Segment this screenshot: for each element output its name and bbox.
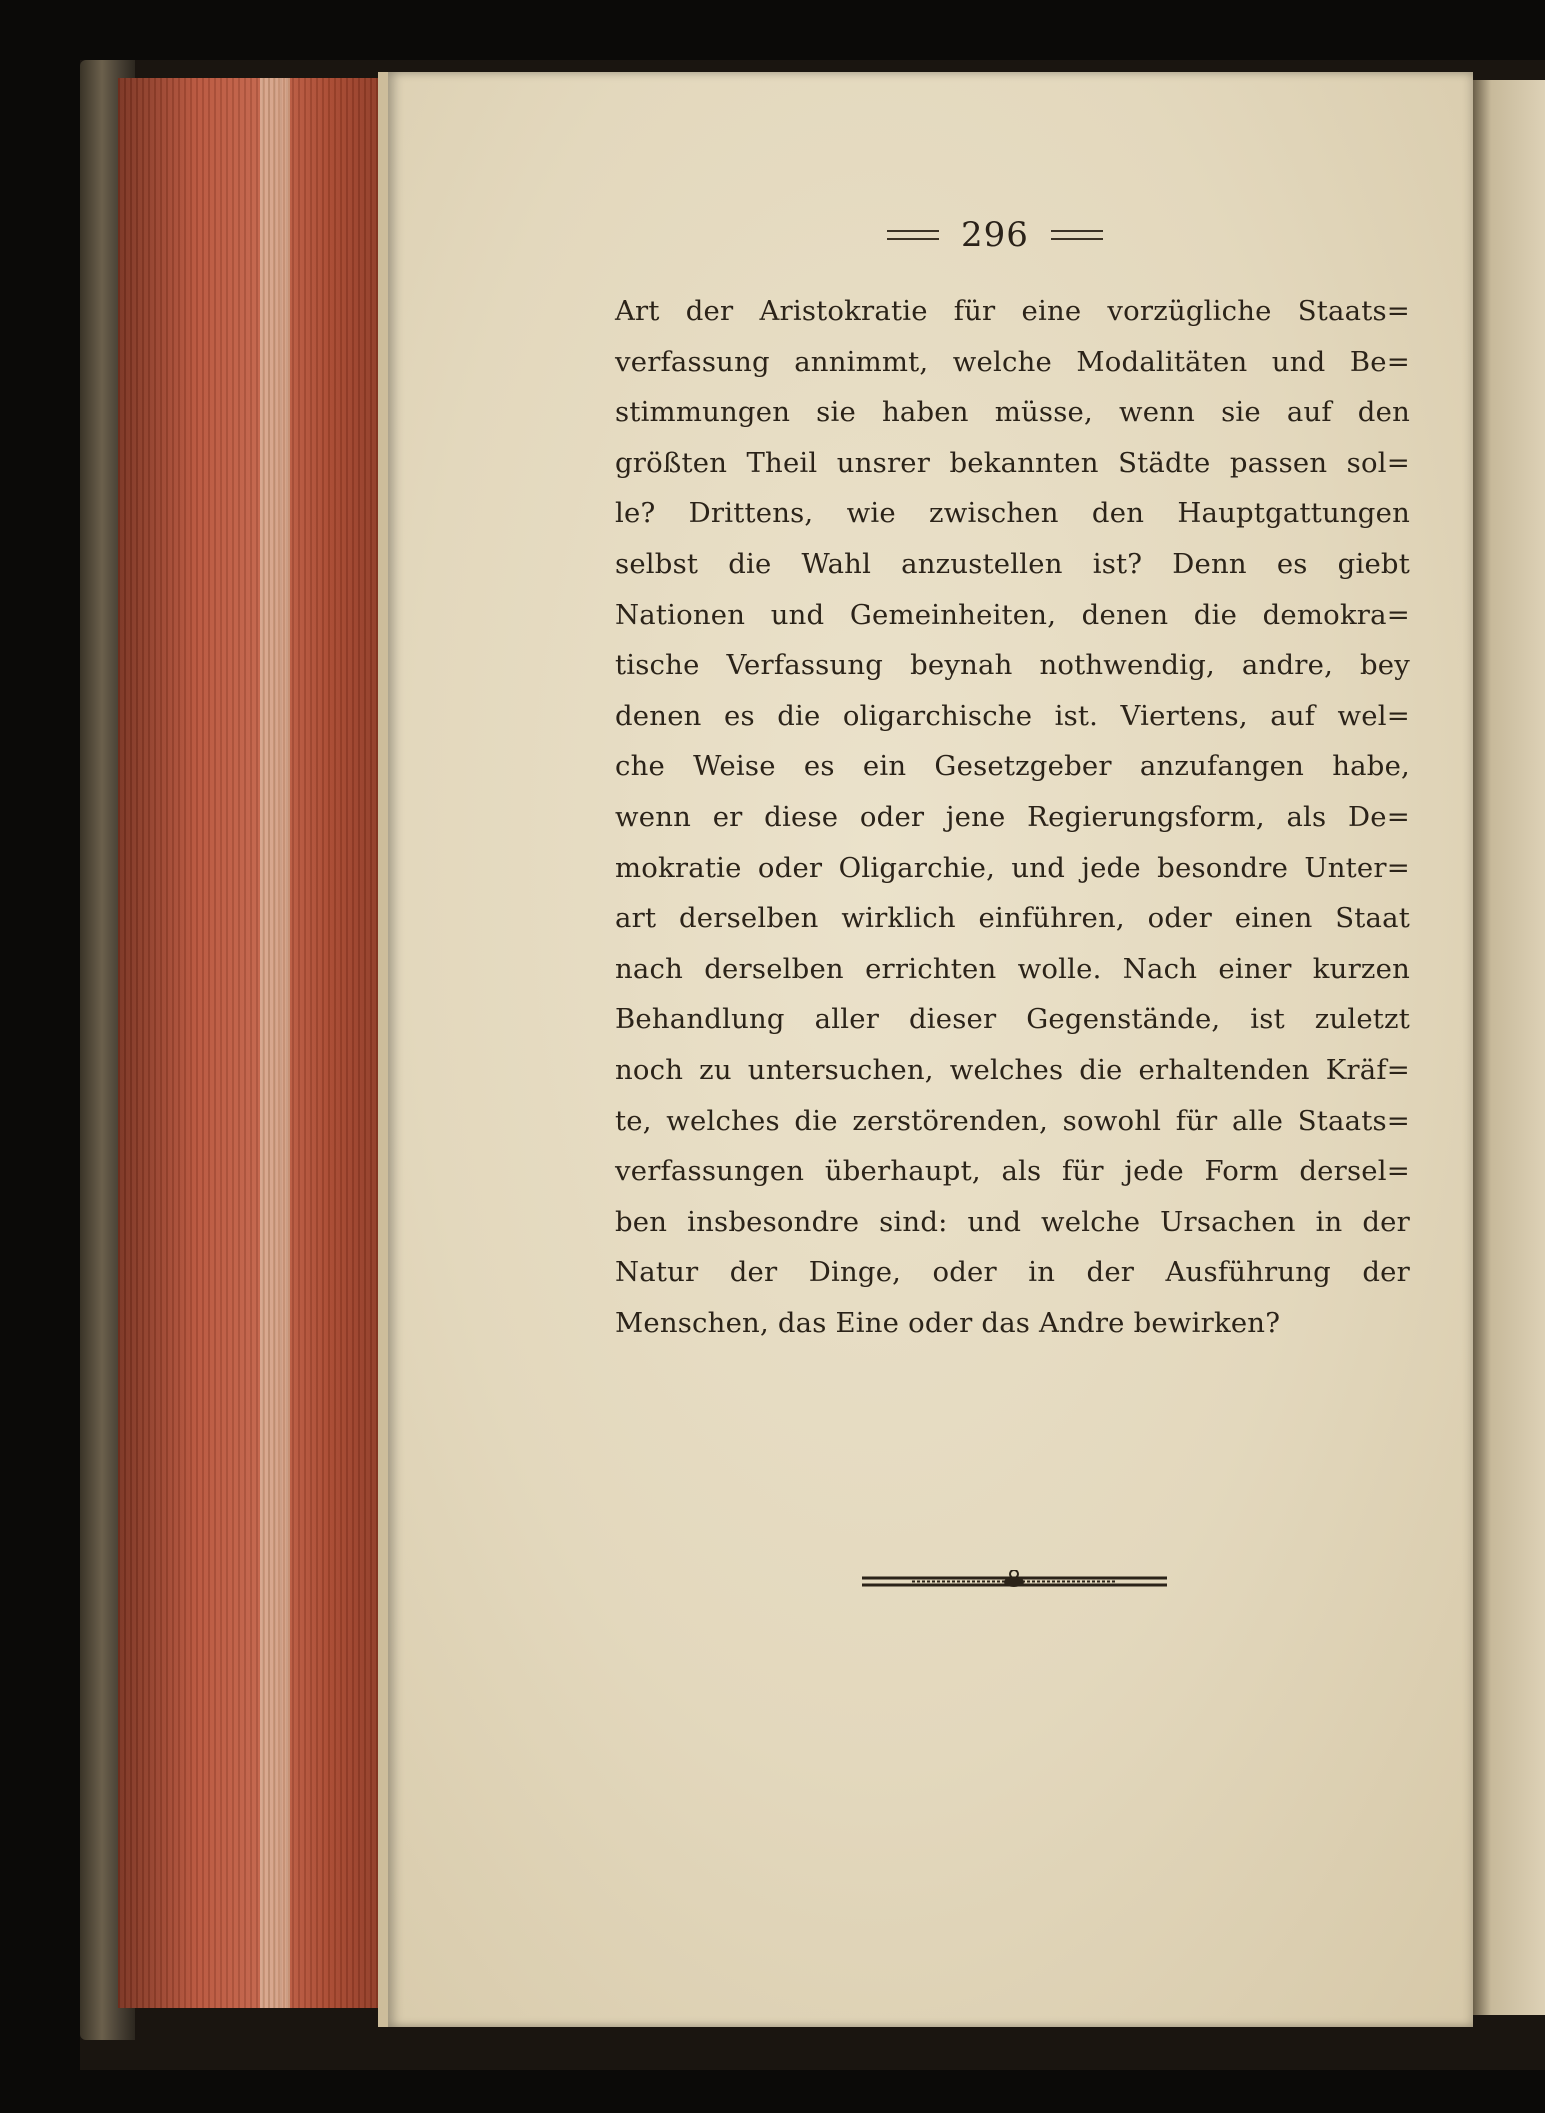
text-line: che Weise es ein Gesetzgeber anzufangen habe, — [615, 750, 1410, 783]
text-line: mokratie oder Oligarchie, und jede besondre Unter= — [615, 851, 1410, 884]
page-gutter — [378, 72, 388, 2027]
page-edges-light — [260, 78, 290, 2008]
text-line: größten Theil unsrer bekannten Städte passen sol= — [615, 446, 1410, 479]
text-line: Art der Aristokratie für eine vorzügliche Staats= — [615, 295, 1410, 327]
text-line: noch zu untersuchen, welches die erhaltenden Kräf= — [615, 1053, 1410, 1086]
header-rule-right — [1051, 230, 1103, 240]
text-line: stimmungen sie haben müsse, wenn sie auf den — [615, 396, 1410, 429]
text-line: verfassungen überhaupt, als für jede Form dersel= — [615, 1155, 1410, 1188]
text-line: ben insbesondre sind: und welche Ursachen in der — [615, 1205, 1410, 1238]
facing-page-edge — [1473, 80, 1545, 2015]
text-line: art derselben wirklich einführen, oder einen Staat — [615, 902, 1410, 935]
body-text — [615, 286, 1410, 1348]
page-edges-red — [118, 78, 383, 2008]
text-line: wenn er diese oder jene Regierungsform, als De= — [615, 800, 1410, 833]
text-line: nach derselben errichten wolle. Nach einer kurzen — [615, 952, 1410, 985]
text-line: verfassung annimmt, welche Modalitäten und Be= — [615, 345, 1410, 378]
text-line: denen es die oligarchische ist. Viertens, auf wel= — [615, 699, 1410, 732]
text-line: Behandlung aller dieser Gegenstände, ist zuletzt — [615, 1003, 1410, 1036]
text-line: Natur der Dinge, oder in der Ausführung der — [615, 1256, 1410, 1289]
text-line: selbst die Wahl anzustellen ist? Denn es giebt — [615, 547, 1410, 580]
text-line: tische Verfassung beynah nothwendig, andre, bey — [615, 649, 1410, 682]
text-line: Nationen und Gemeinheiten, denen die demokra= — [615, 598, 1410, 631]
text-line: te, welches die zerstörenden, sowohl für alle Staats= — [615, 1104, 1410, 1137]
text-line: Menschen, das Eine oder das Andre bewirken? — [615, 1306, 1281, 1339]
page-number: 296 — [961, 215, 1029, 255]
text-line: le? Drittens, wie zwischen den Hauptgattungen — [615, 497, 1410, 530]
header-rule-left — [887, 230, 939, 240]
page-header — [870, 215, 1120, 255]
ornament-divider — [862, 1570, 1167, 1594]
